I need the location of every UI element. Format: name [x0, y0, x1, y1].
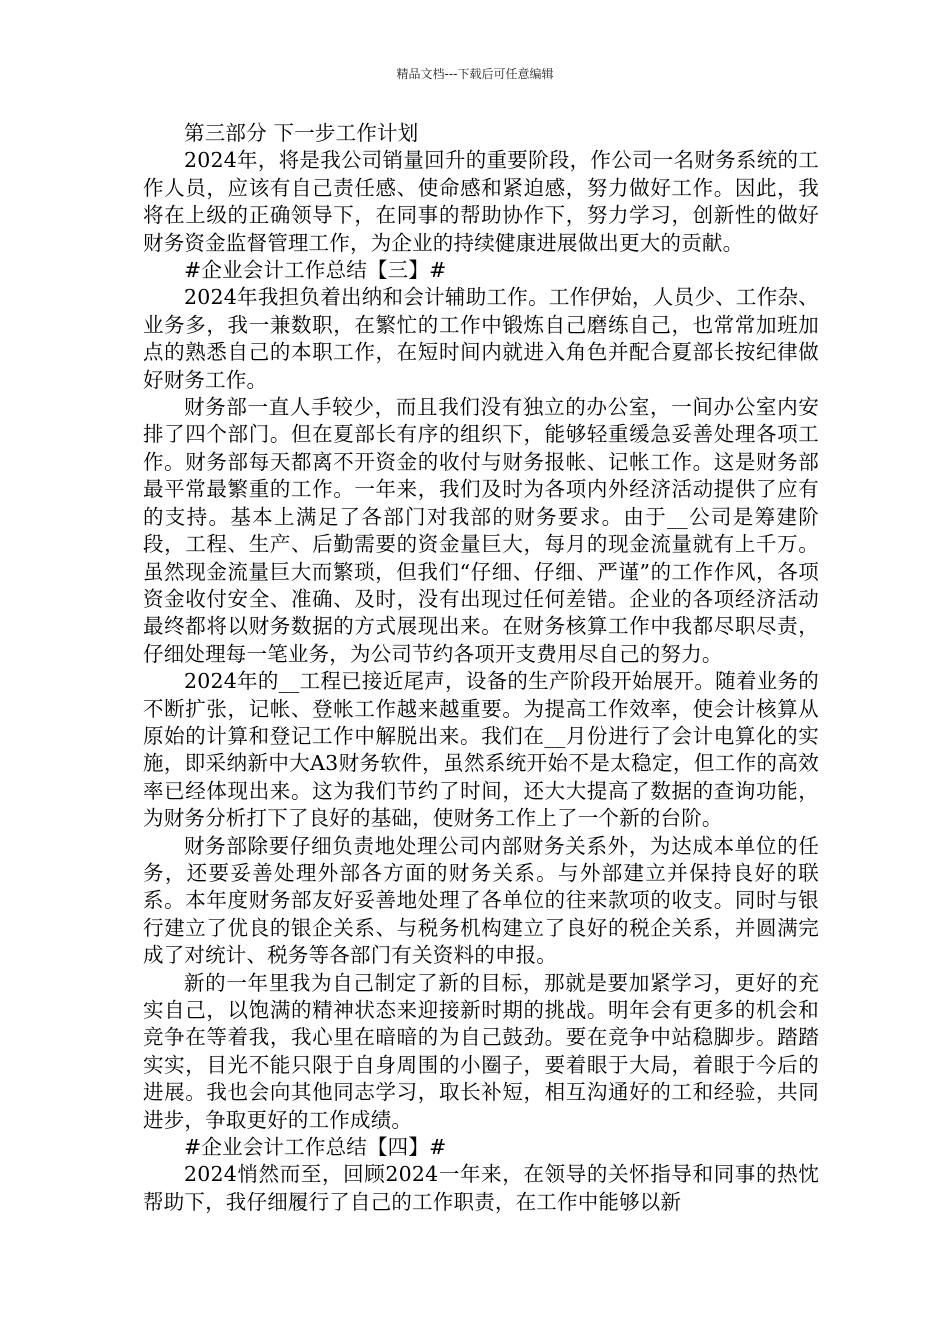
- section-heading: #企业会计工作总结【三】#: [184, 258, 447, 283]
- paragraph: 2024年我担负着出纳和会计辅助工作。工作伊始，人员少、工作杂、业务多，我一兼数职，在繁忙的工作中锻炼自己磨练自己，也常常加班加点的熟悉自己的本职工作，在短时间内就进入角色并配合夏部长按纪律做好财务工作。: [143, 285, 819, 392]
- section-heading: #企业会计工作总结【四】#: [184, 1135, 447, 1160]
- section-heading: 第三部分 下一步工作计划: [184, 121, 419, 145]
- paragraph: 2024年的__工程已接近尾声，设备的生产阶段开始展开。随着业务的不断扩张，记帐、登帐工作越来越重要。为提高工作效率，使会计核算从原始的计算和登记工作中解脱出来。我们在__月份进行了会计电算化的实施，即采纳新中大A3财务软件，虽然系统开始不是太稳定，但工作的高效率已经体现出来。这为我们节约了时间，还大大提高了数据的查询功能，为财务分析打下了良好的基础，使财务工作上了一个新的台阶。: [143, 669, 819, 831]
- paragraph: 2024悄然而至，回顾2024一年来，在领导的关怀指导和同事的热忱帮助下，我仔细履行了自己的工作职责，在工作中能够以新: [143, 1162, 819, 1214]
- paragraph: 财务部除要仔细负责地处理公司内部财务关系外，为达成本单位的任务，还要妥善处理外部各方面的财务关系。与外部建立并保持良好的联系。本年度财务部友好妥善地处理了各单位的往来款项的收支。同时与银行建立了优良的银企关系、与税务机构建立了良好的税企关系，并圆满完成了对统计、税务等各部门有关资料的申报。: [143, 833, 819, 968]
- page-header: 精品文档---下载后可任意编辑: [396, 67, 554, 81]
- paragraph: 2024年，将是我公司销量回升的重要阶段，作公司一名财务系统的工作人员，应该有自己责任感、使命感和紧迫感，努力做好工作。因此，我将在上级的正确领导下，在同事的帮助协作下，努力学习，创新性的做好财务资金监督管理工作，为企业的持续健康进展做出更大的贡献。: [143, 148, 819, 255]
- document-body: [143, 120, 819, 1216]
- paragraph: 财务部一直人手较少，而且我们没有独立的办公室，一间办公室内安排了四个部门。但在夏部长有序的组织下，能够轻重缓急妥善处理各项工作。财务部每天都离不开资金的收付与财务报帐、记帐工作。这是财务部最平常最繁重的工作。一年来，我们及时为各项内外经济活动提供了应有的支持。基本上满足了各部门对我部的财务要求。由于__公司是筹建阶段，工程、生产、后勤需要的资金量巨大，每月的现金流量就有上千万。虽然现金流量巨大而繁琐，但我们“仔细、仔细、严谨”的工作作风，各项资金收付安全、准确、及时，没有出现过任何差错。企业的各项经济活动最终都将以财务数据的方式展现出来。在财务核算工作中我都尽职尽责，仔细处理每一笔业务，为公司节约各项开支费用尽自己的努力。: [143, 395, 819, 666]
- paragraph: 新的一年里我为自己制定了新的目标，那就是要加紧学习，更好的充实自己，以饱满的精神状态来迎接新时期的挑战。明年会有更多的机会和竞争在等着我，我心里在暗暗的为自己鼓劲。要在竞争中站稳脚步。踏踏实实，目光不能只限于自身周围的小圈子，要着眼于大局，着眼于今后的进展。我也会向其他同志学习，取长补短，相互沟通好的工和经验，共同进步，争取更好的工作成绩。: [143, 970, 819, 1132]
